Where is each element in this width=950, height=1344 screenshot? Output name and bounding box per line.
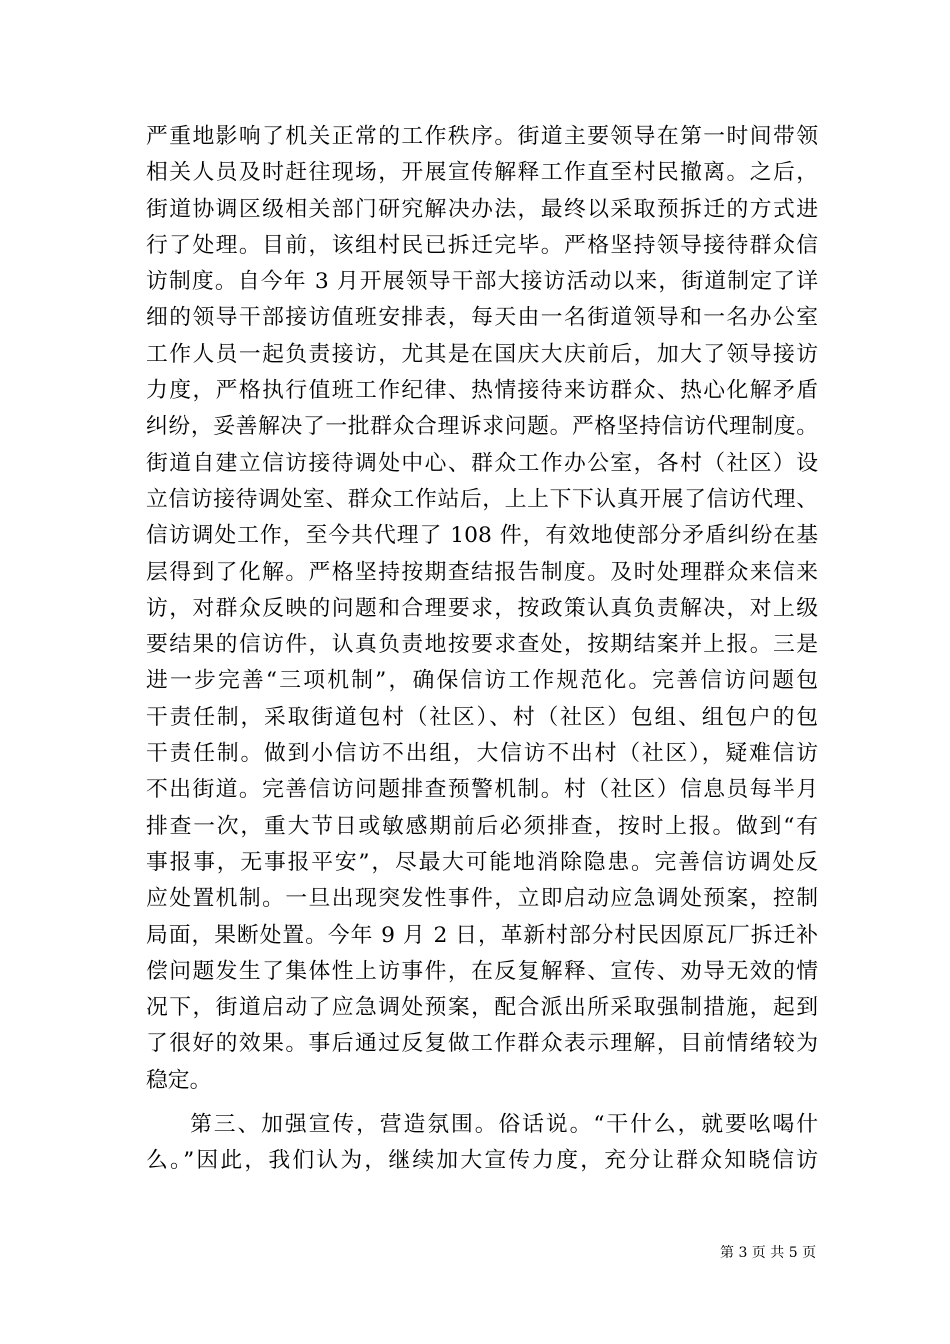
text-line: 进一步完善“三项机制”，确保信访工作规范化。完善信访问题包 <box>146 668 818 694</box>
paragraph-gap <box>146 1099 818 1107</box>
text-line: 么。”因此，我们认为，继续加大宣传力度，充分让群众知晓信访 <box>146 1148 818 1174</box>
paragraph-1 <box>146 119 818 1099</box>
text-line: 纠纷，妥善解决了一批群众合理诉求问题。严格坚持信访代理制度。 <box>146 414 818 440</box>
page-indicator: 第 3 页 共 5 页 <box>720 1245 817 1261</box>
text-line: 层得到了化解。严格坚持按期查结报告制度。及时处理群众来信来 <box>146 559 818 585</box>
text-line: 街道自建立信访接待调处中心、群众工作办公室，各村（社区）设 <box>146 450 818 476</box>
text-line: 干责任制。做到小信访不出组，大信访不出村（社区），疑难信访 <box>146 741 818 767</box>
text-line: 排查一次，重大节日或敏感期前后必须排查，按时上报。做到“有 <box>146 813 818 839</box>
text-line: 访，对群众反映的问题和合理要求，按政策认真负责解决，对上级 <box>146 595 818 621</box>
text-line: 街道协调区级相关部门研究解决办法，最终以采取预拆迁的方式进 <box>146 196 818 222</box>
text-line: 了很好的效果。事后通过反复做工作群众表示理解，目前情绪较为 <box>146 1031 818 1057</box>
text-line: 工作人员一起负责接访，尤其是在国庆大庆前后，加大了领导接访 <box>146 341 818 367</box>
text-line: 事报事，无事报平安”，尽最大可能地消除隐患。完善信访调处反 <box>146 849 818 875</box>
text-line: 行了处理。目前，该组村民已拆迁完毕。严格坚持领导接待群众信 <box>146 232 818 258</box>
text-line: 稳定。 <box>146 1067 212 1093</box>
text-line: 访制度。自今年 3 月开展领导干部大接访活动以来，街道制定了详 <box>146 269 818 295</box>
body-text <box>146 119 818 1180</box>
text-line: 况下，街道启动了应急调处预案，配合派出所采取强制措施，起到 <box>146 995 818 1021</box>
text-line: 立信访接待调处室、群众工作站后，上上下下认真开展了信访代理、 <box>146 486 818 512</box>
text-line: 信访调处工作，至今共代理了 108 件，有效地使部分矛盾纠纷在基 <box>146 523 818 549</box>
text-line: 不出街道。完善信访问题排查预警机制。村（社区）信息员每半月 <box>146 777 818 803</box>
text-line: 第三、加强宣传，营造氛围。俗话说。“干什么，就要吆喝什 <box>190 1112 818 1138</box>
text-line: 相关人员及时赶往现场，开展宣传解释工作直至村民撤离。之后， <box>146 160 818 186</box>
text-line: 偿问题发生了集体性上访事件，在反复解释、宣传、劝导无效的情 <box>146 958 818 984</box>
paragraph-2 <box>146 1107 818 1180</box>
text-line: 要结果的信访件，认真负责地按要求查处，按期结案并上报。三是 <box>146 632 818 658</box>
text-line: 严重地影响了机关正常的工作秩序。街道主要领导在第一时间带领 <box>146 124 818 149</box>
text-line: 应处置机制。一旦出现突发性事件，立即启动应急调处预案，控制 <box>146 886 818 912</box>
text-line: 细的领导干部接访值班安排表，每天由一名街道领导和一名办公室 <box>146 305 818 331</box>
text-line: 力度，严格执行值班工作纪律、热情接待来访群众、热心化解矛盾 <box>146 378 818 404</box>
text-line: 局面，果断处置。今年 9 月 2 日，革新村部分村民因原瓦厂拆迁补 <box>146 922 818 948</box>
text-line: 干责任制，采取街道包村（社区）、村（社区）包组、组包户的包 <box>146 704 818 730</box>
